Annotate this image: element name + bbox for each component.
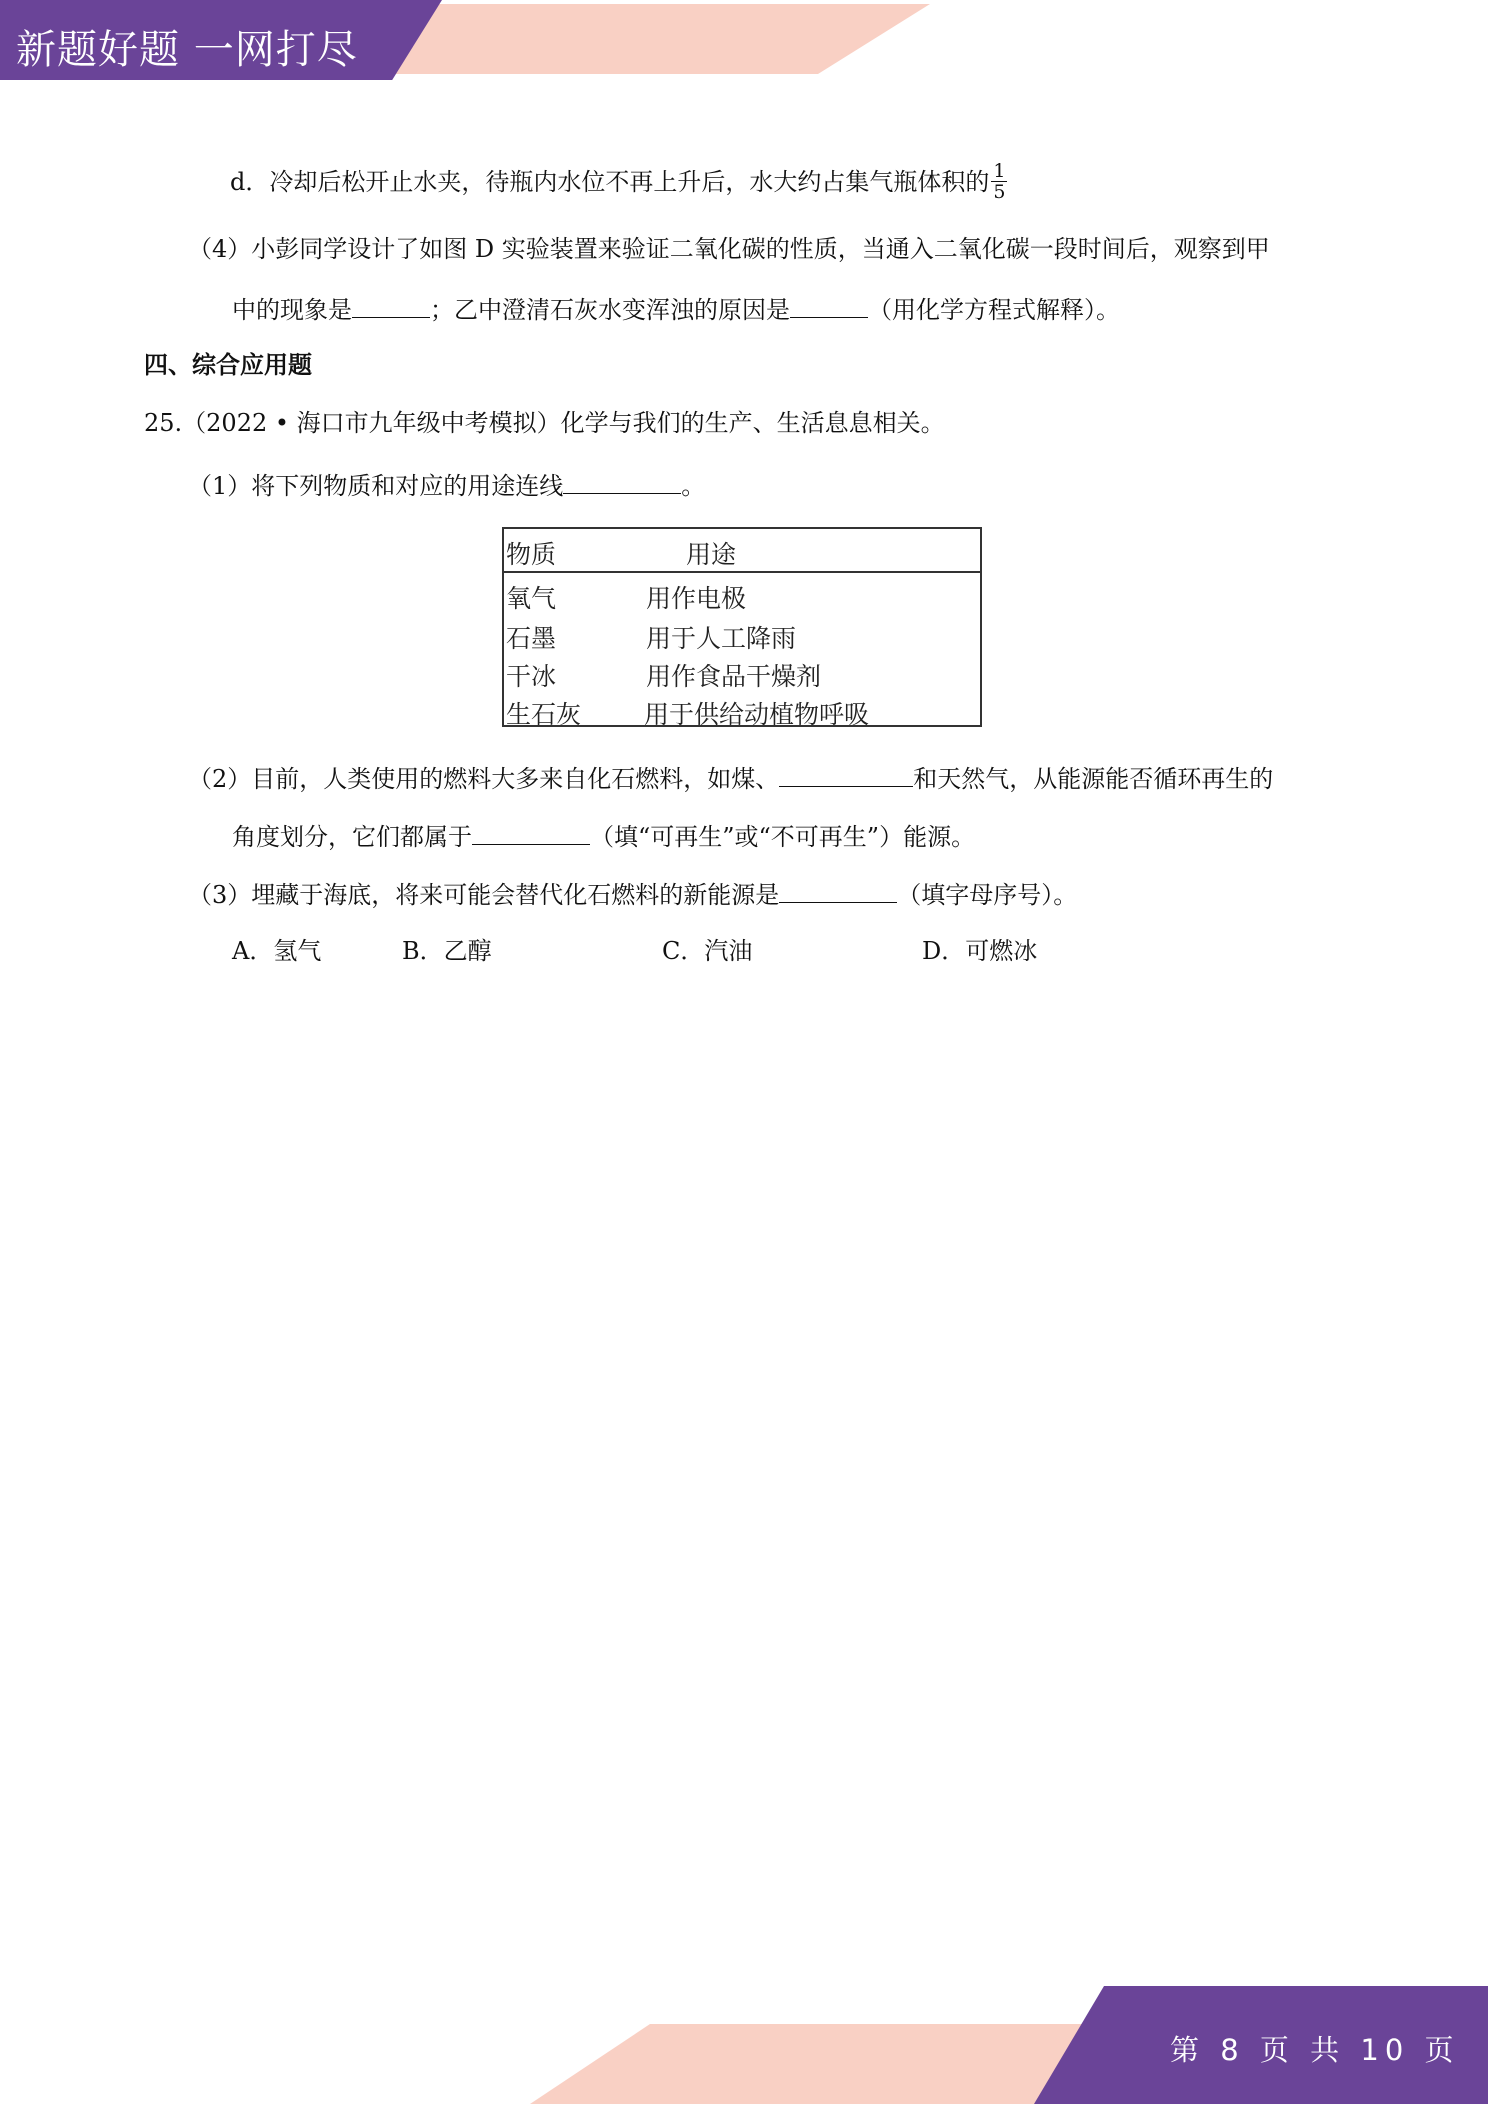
table-use-1: 用作电极 <box>646 584 747 613</box>
fraction-denominator: 5 <box>993 181 1006 203</box>
answer-blank-4[interactable] <box>779 760 913 787</box>
q24-part4-text-b: ；乙中澄清石灰水变浑浊的原因是 <box>430 296 790 324</box>
q25-part3-text: （3）埋藏于海底，将来可能会替代化石燃料的新能源是 <box>188 881 780 909</box>
page-label-total: 共 <box>1310 2033 1346 2067</box>
q25-part3 <box>188 876 1077 911</box>
substance-use-table <box>502 527 982 727</box>
q24-part4-line2 <box>232 291 1120 326</box>
header-title: 新题好题 一网打尽 <box>16 27 358 73</box>
q24-part4-line1: （4）小彭同学设计了如图 D 实验装置来验证二氧化碳的性质，当通入二氧化碳一段时间后，观察到甲 <box>188 235 1270 263</box>
q25-part2-text-b: 和天然气，从能源能否循环再生的 <box>913 765 1274 793</box>
q25-part2-text-c: 角度划分，它们都属于 <box>232 823 472 851</box>
q24-part4-text-c: （用化学方程式解释）。 <box>868 296 1120 324</box>
page-label-prefix: 第 <box>1170 2033 1206 2067</box>
page-label-unit: 页 <box>1259 2033 1295 2067</box>
q25-part2-line2 <box>232 818 975 853</box>
fraction-one-fifth <box>991 161 1007 202</box>
q25-option-c: C．汽油 <box>662 937 753 965</box>
q24-option-d <box>230 160 1007 204</box>
q25-part3-end: （填字母序号）。 <box>897 881 1078 909</box>
answer-blank-5[interactable] <box>472 818 590 845</box>
table-substance-1: 氧气 <box>506 584 557 613</box>
q25-part2-line1 <box>188 760 1273 795</box>
answer-blank-6[interactable] <box>779 876 897 903</box>
fraction-numerator: 1 <box>993 160 1006 182</box>
table-substance-3: 干冰 <box>506 662 557 691</box>
section-title: 四、综合应用题 <box>144 351 312 379</box>
q25-part1-text: （1）将下列物质和对应的用途连线 <box>188 472 564 500</box>
q25-part1 <box>188 467 705 502</box>
page-indicator <box>1170 2028 1460 2069</box>
header-pink-stripe <box>380 4 930 74</box>
q25-option-b: B．乙醇 <box>402 937 492 965</box>
table-substance-2: 石墨 <box>506 624 557 653</box>
q25-part1-end: 。 <box>681 472 706 500</box>
table-use-3: 用作食品干燥剂 <box>646 662 822 691</box>
answer-blank-1[interactable] <box>352 291 430 318</box>
q24-option-d-text: d．冷却后松开止水夹，待瓶内水位不再上升后，水大约占集气瓶体积的 <box>230 168 990 196</box>
table-header-substance: 物质 <box>506 540 557 569</box>
page-label-unit-2: 页 <box>1424 2033 1460 2067</box>
answer-blank-3[interactable] <box>563 467 681 494</box>
table-divider <box>504 571 980 573</box>
table-use-4: 用于供给动植物呼吸 <box>644 700 870 729</box>
q25-part2-text-a: （2）目前，人类使用的燃料大多来自化石燃料，如煤、 <box>188 765 780 793</box>
q25-stem: 25.（2022 • 海口市九年级中考模拟）化学与我们的生产、生活息息相关。 <box>144 409 945 437</box>
q25-part2-text-d: （填“可再生”或“不可再生”）能源。 <box>590 823 976 851</box>
total-page-number: 10 <box>1360 2033 1410 2067</box>
current-page-number: 8 <box>1220 2033 1245 2067</box>
table-header-use: 用途 <box>686 540 737 569</box>
table-substance-4: 生石灰 <box>506 700 582 729</box>
table-use-2: 用于人工降雨 <box>646 624 797 653</box>
q25-option-d: D．可燃冰 <box>922 937 1038 965</box>
answer-blank-2[interactable] <box>790 291 868 318</box>
q25-option-a: A．氢气 <box>232 937 322 965</box>
q24-part4-text-a: 中的现象是 <box>232 296 352 324</box>
